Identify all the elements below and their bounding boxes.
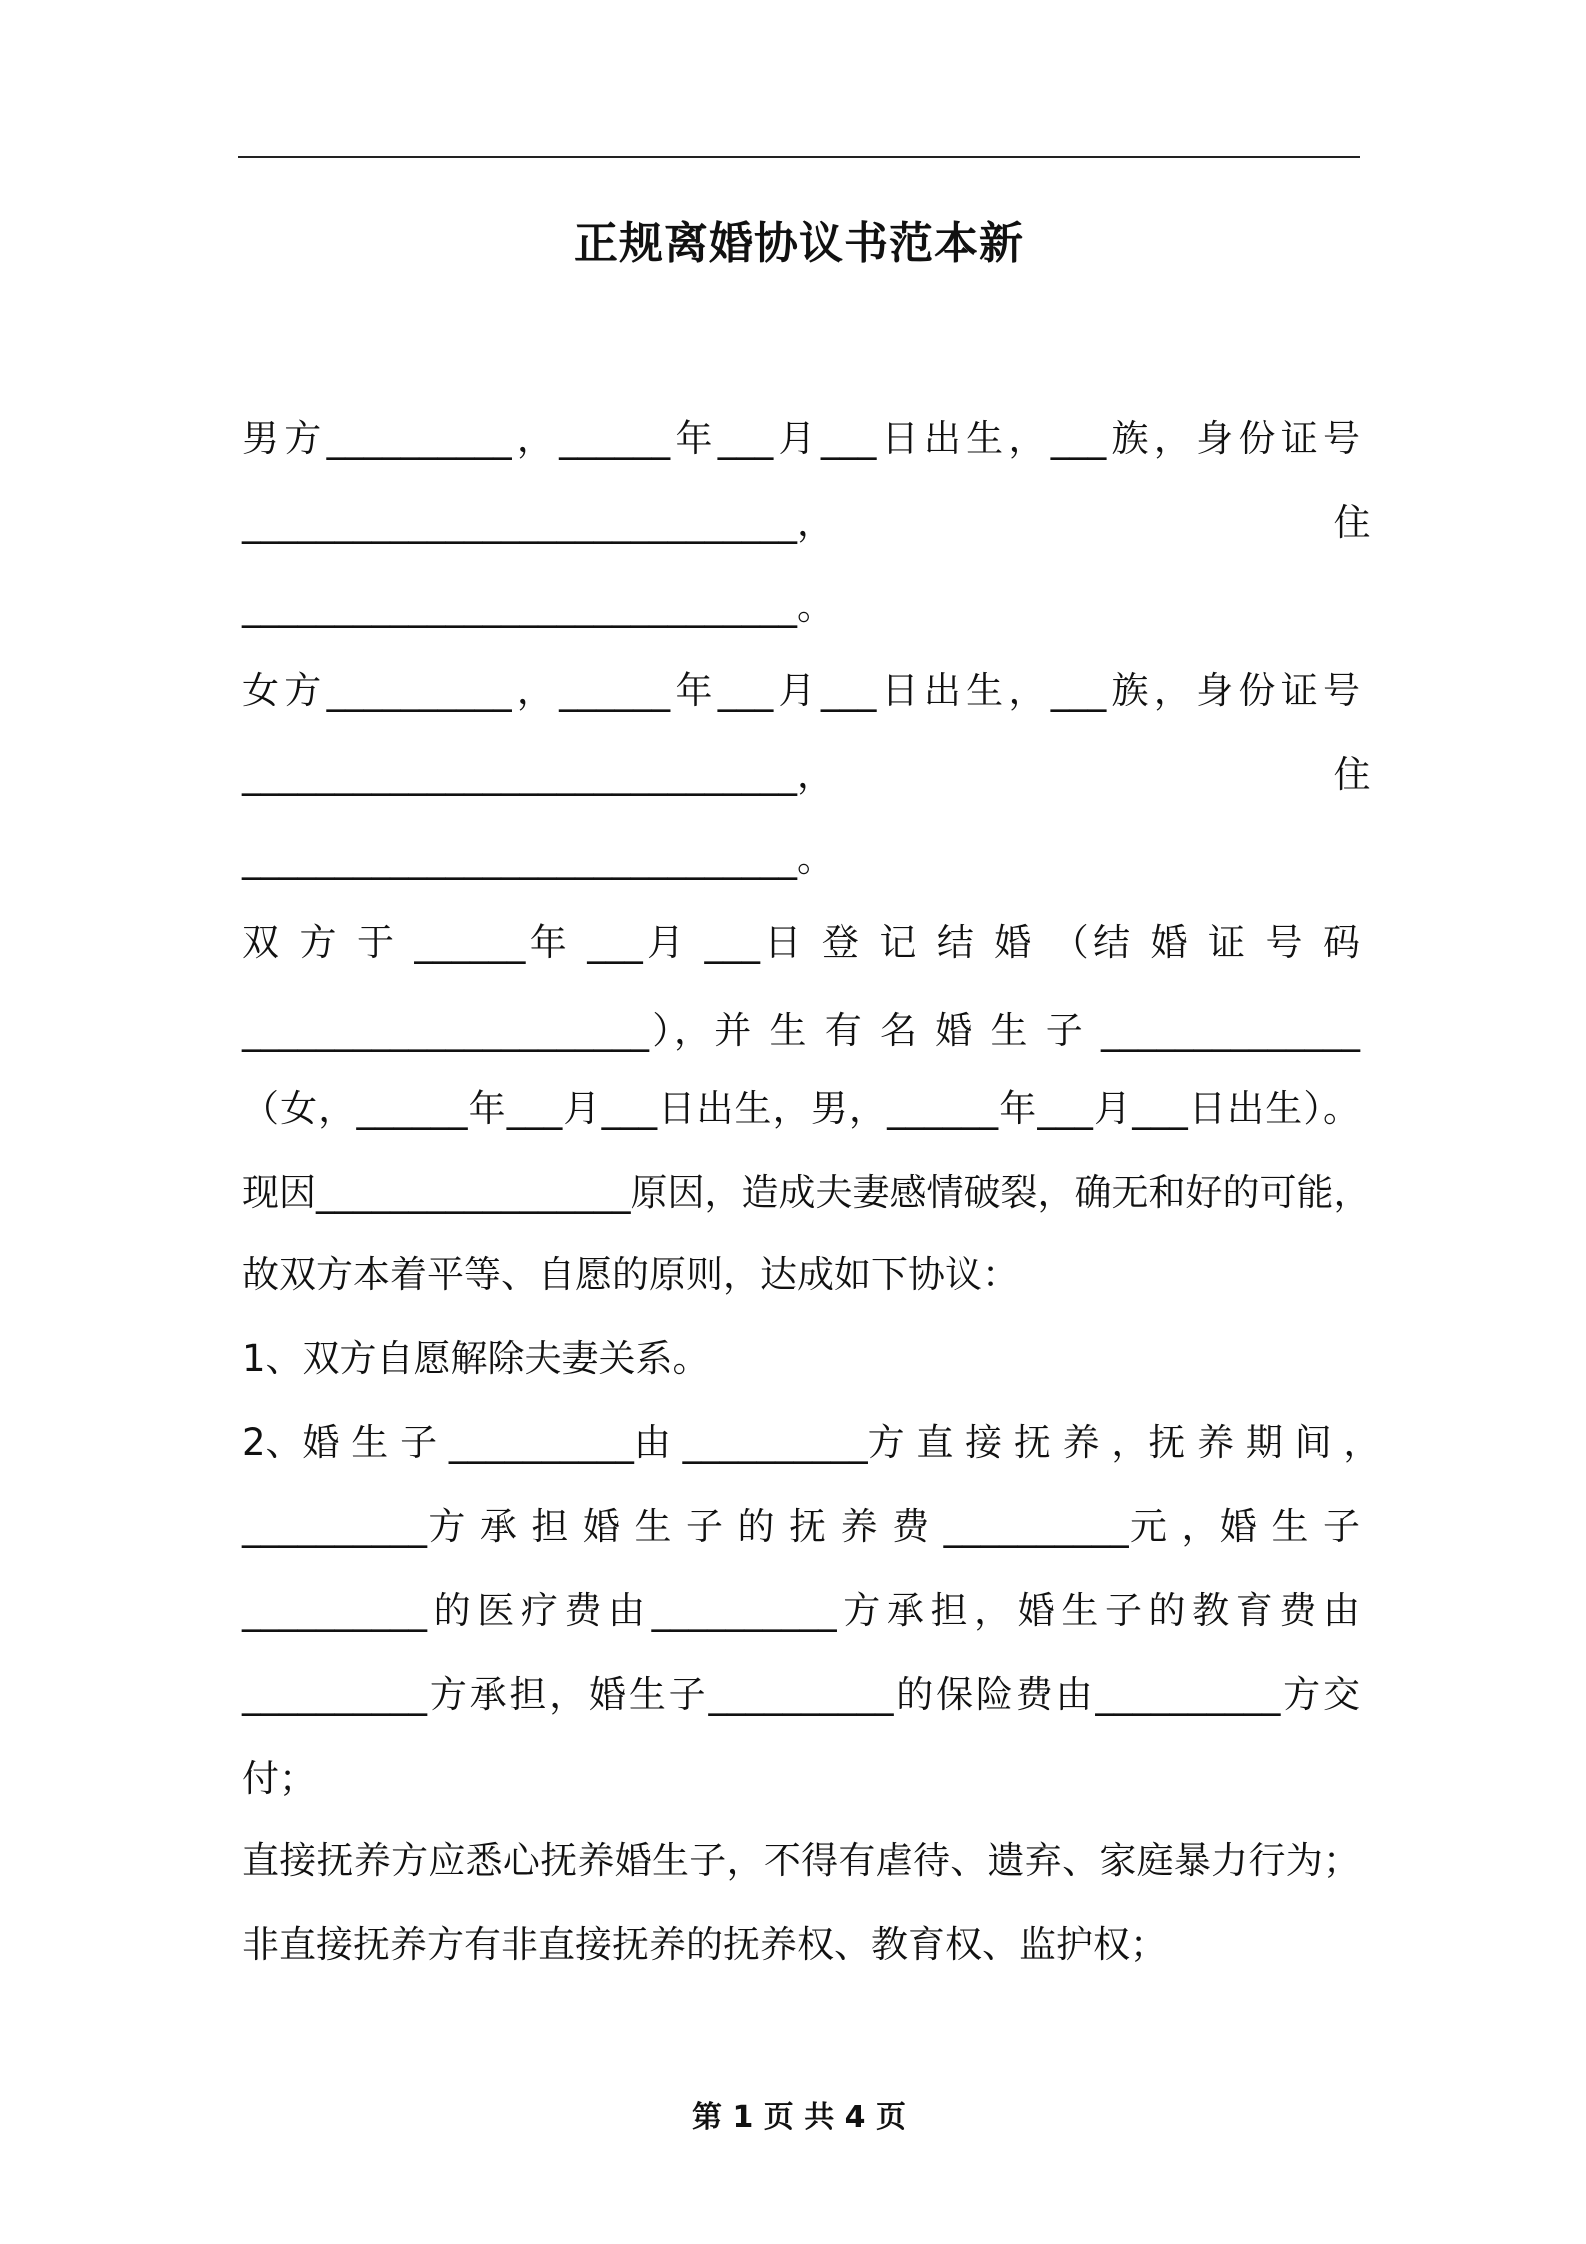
paragraph-line: ______________________），并 生 有 名 婚 生 子 ______________ [242,1009,1360,1052]
paragraph-line: （女，______年___月___日出生，男，______年___月___日出生）。 [242,1087,1360,1130]
paragraph-line: 直接抚养方应悉心抚养婚生子，不得有虐待、遗弃、家庭暴力行为； [242,1839,1360,1882]
paragraph-line: 女方__________，______年___月___日出生，___族，身份证号 [242,669,1360,712]
paragraph-line: ______________________________。 [242,837,834,880]
paragraph-line: __________的医疗费由__________方承担，婚生子的教育费由 [242,1589,1360,1632]
paragraph-line: ______________________________。 [242,585,834,628]
paragraph-line: 非直接抚养方有非直接抚养的抚养权、教育权、监护权； [242,1923,1167,1966]
paragraph-line: 现因_________________原因，造成夫妻感情破裂，确无和好的可能， [242,1171,1371,1214]
paragraph-line: 男方__________，______年___月___日出生，___族，身份证号 [242,417,1360,460]
list-item: 1、双方自愿解除夫妻关系。 [242,1337,710,1380]
paragraph-line: ______________________________， 住 [242,753,1371,796]
paragraph-line: 双 方 于 ______年 ___月 ___日 登 记 结 婚 （结 婚 证 号 码 [242,921,1360,964]
paragraph-line: ______________________________， 住 [242,501,1371,544]
document-title: 正规离婚协议书范本新 [574,218,1024,269]
page-number-footer: 第 1 页 共 4 页 [692,2100,906,2135]
paragraph-line: 故双方本着平等、自愿的原则，达成如下协议： [242,1253,1019,1296]
paragraph-line: __________方承担，婚生子__________的保险费由__________方交 [242,1673,1360,1716]
header-rule [238,156,1360,158]
list-item: 2、婚 生 子 __________由 __________方 直 接 抚 养 ，抚 养 期 间 ， [242,1421,1381,1464]
paragraph-line: 付； [242,1757,316,1800]
paragraph-line: __________方 承 担 婚 生 子 的 抚 养 费 __________元 ，婚 生 子 [242,1505,1360,1548]
